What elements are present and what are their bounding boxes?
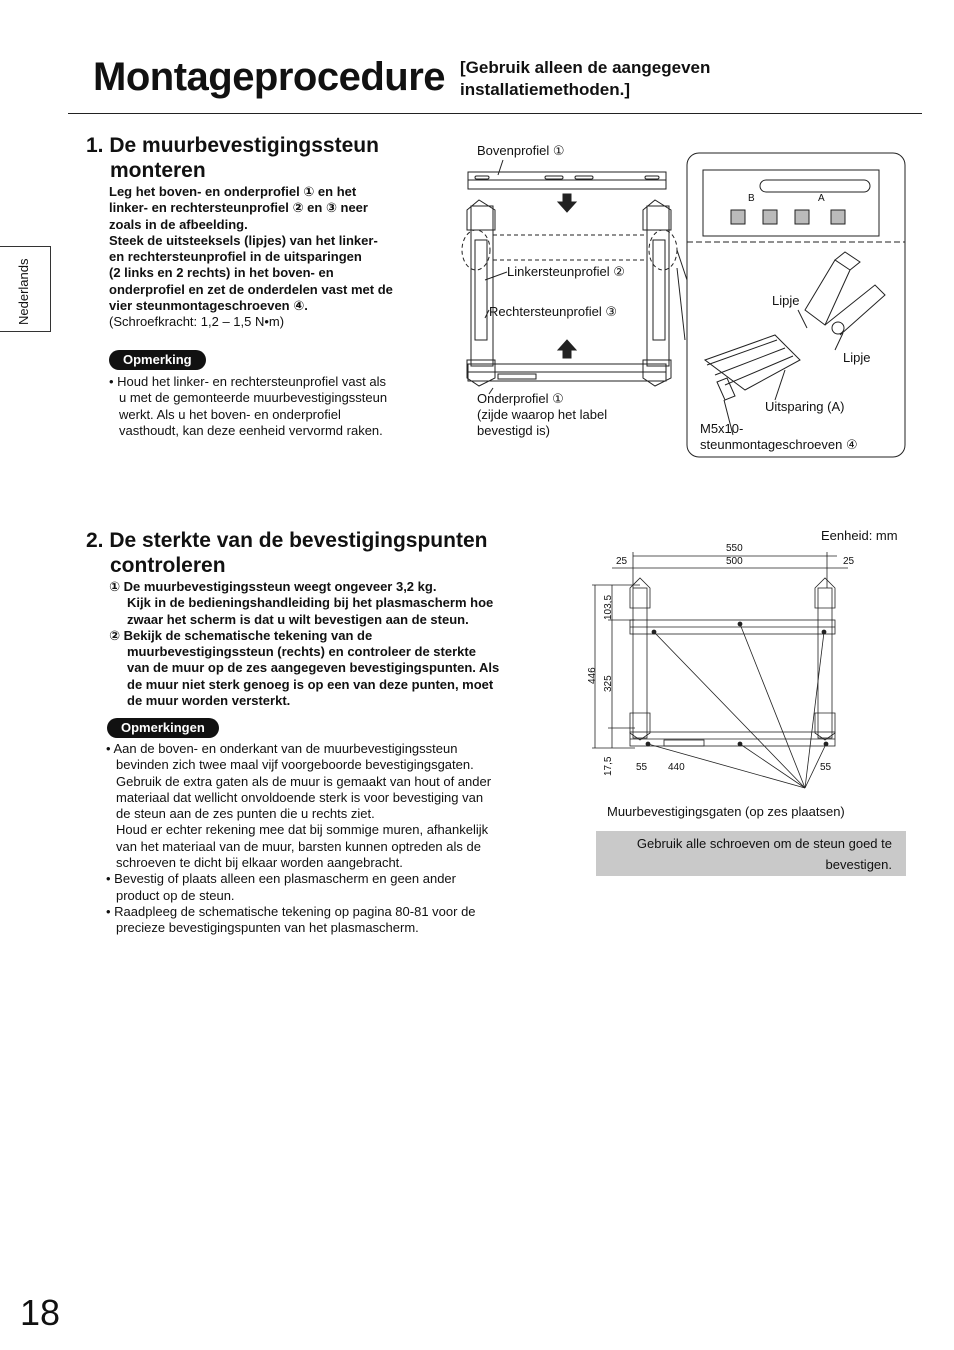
detail-box	[687, 153, 905, 457]
instruction-line: vier steunmontageschroeven ④.	[109, 298, 308, 314]
section2-heading-line1: 2. De sterkte van de bevestigingspunten	[86, 529, 488, 552]
section1-heading-line2: monteren	[110, 159, 206, 182]
dim-25-left: 25	[616, 556, 628, 567]
item-line: Kijk in de bedieningshandleiding bij het plasmascherm hoe	[127, 595, 494, 611]
note-line: precieze bevestigingspunten van het plasmascherm.	[116, 920, 419, 936]
unit-label: Eenheid: mm	[821, 528, 898, 543]
torque-spec: (Schroefkracht: 1,2 – 1,5 N•m)	[109, 314, 285, 330]
language-tab	[0, 246, 51, 332]
label-top-profile: Bovenprofiel ①	[477, 143, 565, 158]
label-cutout: Uitsparing (A)	[765, 399, 845, 414]
dim-325: 325	[603, 675, 614, 692]
dimension-diagram	[590, 548, 850, 798]
item-line: van de muur op de zes aangegeven bevestigingspunten. Als	[127, 660, 500, 676]
label-line: steunmontageschroeven ④	[700, 437, 858, 452]
page-number: 18	[20, 1292, 61, 1333]
note-line: werkt. Als u het boven- en onderprofiel	[119, 406, 341, 422]
dim-55-right: 55	[820, 762, 832, 773]
dim-440: 440	[668, 762, 685, 773]
instruction-line: linker- en rechtersteunprofiel ② en ③ neer	[109, 200, 368, 216]
item-line: zwaar het scherm is dat u wilt bevestigen aan de steun.	[127, 611, 469, 627]
item-line: ① De muurbevestigingssteun weegt ongeveer 3,2 kg.	[109, 579, 437, 594]
label-line: (zijde waarop het label	[477, 407, 608, 422]
instruction-line: zoals in de afbeelding.	[109, 216, 248, 232]
item-line: muurbevestigingssteun (rechts) en controleer de sterkte	[127, 644, 476, 660]
section1-note	[109, 374, 439, 439]
note-line: product op de steun.	[116, 887, 235, 903]
note-line: de steun aan de zes punten die u rechts ziet.	[116, 806, 375, 822]
note-line: schroeven te dicht bij elkaar worden aangebracht.	[116, 855, 403, 871]
left-upright-shape	[633, 588, 647, 738]
dim-550: 550	[726, 543, 743, 554]
section1-instructions	[109, 184, 439, 331]
section2-items	[109, 579, 559, 709]
instruction-line: en rechtersteunprofiel in de uitsparingen	[109, 249, 362, 265]
section2-heading-line2: controleren	[110, 554, 226, 577]
label-detail-a: A	[818, 193, 825, 204]
page-title: Montageprocedure	[93, 55, 446, 99]
instruction-line: onderprofiel en zet de onderdelen vast met de	[109, 281, 393, 297]
label-tab-upper: Lipje	[772, 293, 800, 308]
dim-17-5: 17,5	[603, 756, 614, 776]
holes-caption: Muurbevestigingsgaten (op zes plaatsen)	[607, 804, 845, 819]
section1-heading	[86, 133, 379, 183]
bracket-assembly-diagram	[455, 150, 915, 460]
screw-note-box: Gebruik alle schroeven om de steun goed te bevestigen.	[596, 831, 906, 876]
section2-notes	[106, 741, 556, 937]
note-line: bevinden zich twee maal vijf voorgeboorde bevestigingsgaten.	[116, 757, 474, 773]
dim-55-left: 55	[636, 762, 648, 773]
dim-103-5: 103,5	[603, 594, 614, 620]
page-subtitle: [Gebruik alleen de aangegeven installatiemethoden.]	[460, 58, 711, 99]
note-line: Houd er echter rekening mee dat bij sommige muren, afhankelijk	[116, 822, 489, 838]
label-line: M5x10-	[700, 421, 744, 436]
dim-25-right: 25	[843, 556, 855, 567]
header-rule	[68, 113, 922, 114]
note-line: van het materiaal van de muur, barsten kunnen optreden als de	[116, 838, 481, 854]
note-line: vasthoudt, kan deze eenheid vervormd raken.	[119, 422, 383, 438]
note-line: • Raadpleeg de schematische tekening op pagina 80-81 voor de	[106, 903, 476, 919]
item-line: ② Bekijk de schematische tekening van de	[109, 627, 373, 643]
item-line: de muur niet sterk genoeg is op een van deze punten, moet	[127, 676, 494, 692]
note-line: • Houd het linker- en rechtersteunprofiel vast als	[109, 374, 386, 389]
section2-heading	[86, 528, 487, 578]
item-line: de muur worden versterkt.	[127, 693, 291, 709]
note-line: u met de gemonteerde muurbevestigingssteun	[119, 390, 388, 406]
label-line: bevestigd is)	[477, 423, 550, 438]
note-line: materiaal dat wellicht onvoldoende sterk is voor bevestiging van	[116, 789, 484, 805]
note-line: Gebruik de extra gaten als de muur is gemaakt van hout of ander	[116, 773, 492, 789]
note-line: • Aan de boven- en onderkant van de muurbevestigingssteun	[106, 741, 458, 756]
dim-446: 446	[587, 667, 598, 684]
note-badge: Opmerking	[109, 350, 206, 370]
label-tab-lower: Lipje	[843, 350, 871, 365]
section1-heading-line1: 1. De muurbevestigingssteun	[86, 134, 379, 157]
note-line: • Bevestig of plaats alleen een plasmascherm en geen ander	[106, 871, 456, 887]
language-tab-label: Nederlands	[16, 258, 31, 325]
label-detail-b: B	[748, 193, 755, 204]
label-line: Onderprofiel ①	[477, 391, 564, 406]
instruction-line: Steek de uitsteeksels (lipjes) van het linker-	[109, 232, 378, 248]
label-left-profile: Linkersteunprofiel ②	[507, 264, 625, 279]
instruction-line: (2 links en 2 rechts) in het boven- en	[109, 265, 334, 281]
label-right-profile: Rechtersteunprofiel ③	[489, 304, 617, 319]
dim-500: 500	[726, 556, 743, 567]
instruction-line: Leg het boven- en onderprofiel ① en het	[109, 184, 357, 199]
notes-badge: Opmerkingen	[107, 718, 219, 738]
